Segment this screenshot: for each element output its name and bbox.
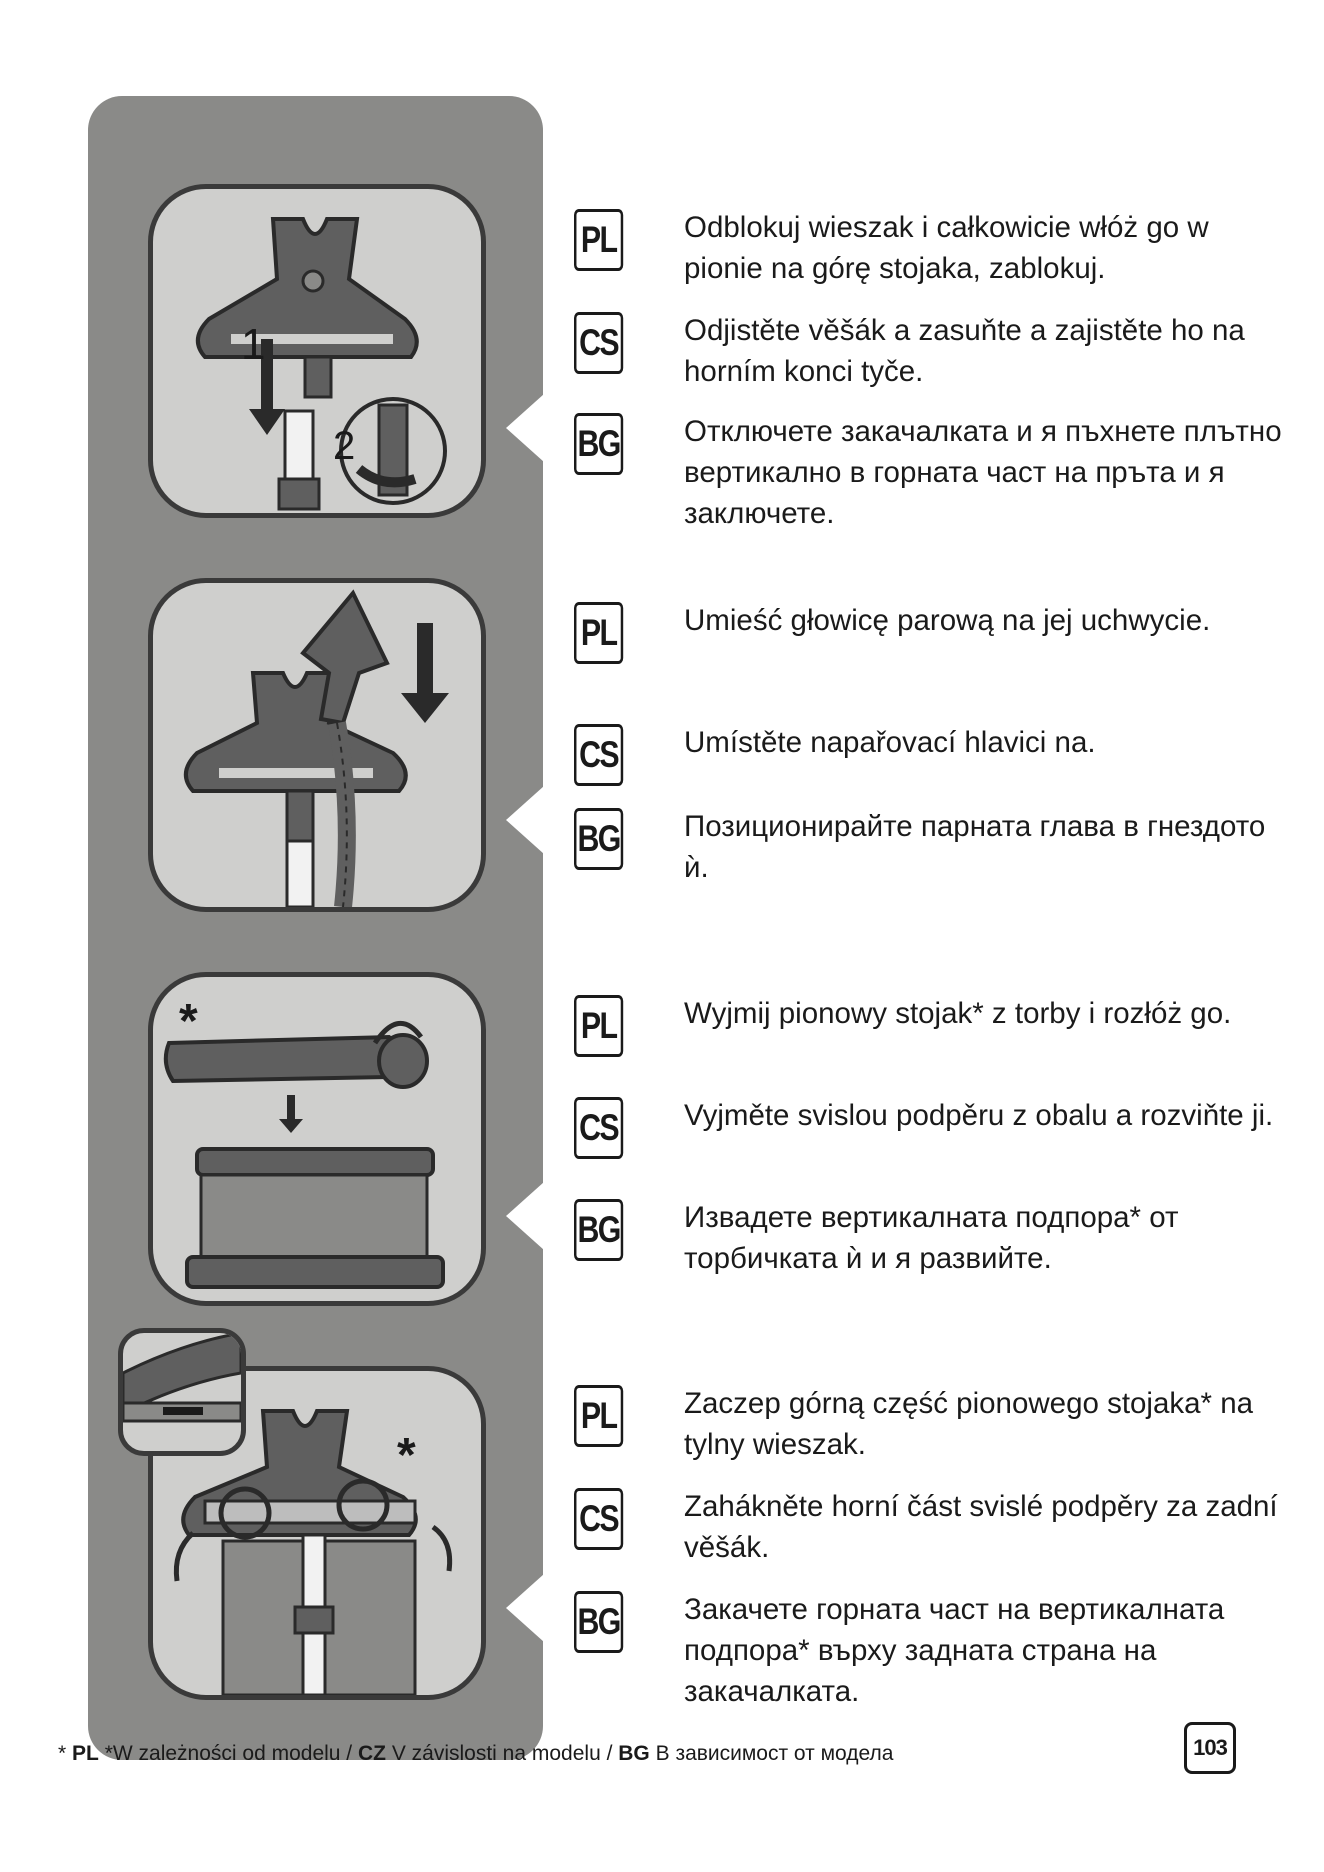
language-badge: PL bbox=[574, 602, 623, 664]
step-2-illustration bbox=[148, 578, 486, 912]
instruction-text: Odblokuj wieszak i całkowicie włóż go w pionie na górę stojaka, zablokuj. bbox=[684, 211, 1209, 285]
instruction-text: Извадете вертикалната подпора* от торбичката ѝ и я развийте. bbox=[684, 1201, 1179, 1275]
language-badge: BG bbox=[574, 413, 623, 475]
step-3-illustration bbox=[148, 972, 486, 1306]
footnote-prefix: * bbox=[58, 1742, 73, 1765]
language-badge: BG bbox=[574, 1199, 623, 1261]
instruction-text: Позиционирайте парната глава в гнездото ѝ. bbox=[684, 810, 1266, 884]
unroll-support-icon bbox=[153, 977, 481, 1301]
step-1-illustration bbox=[148, 184, 486, 518]
footnote-text-bg: В зависимост от модела bbox=[649, 1742, 894, 1765]
panel-notch bbox=[506, 1574, 544, 1642]
language-badge: PL bbox=[574, 209, 623, 271]
language-badge: CS bbox=[574, 312, 623, 374]
footnote-lang-pl: PL bbox=[72, 1742, 99, 1765]
asterisk-note: * bbox=[397, 1429, 416, 1482]
page-number: 103 bbox=[1184, 1722, 1236, 1774]
language-badge: CS bbox=[574, 1488, 623, 1550]
instruction-text: Vyjměte svislou podpěru z obalu a rozviňte ji. bbox=[684, 1099, 1274, 1132]
footnote bbox=[58, 1742, 893, 1766]
instruction-text: Закачете горната част на вертикалната подпора* върху задната страна на закачалката. bbox=[684, 1593, 1225, 1708]
hook-detail-icon bbox=[123, 1333, 241, 1451]
instruction-text: Zaczep górną część pionowego stojaka* na tylny wieszak. bbox=[684, 1387, 1254, 1461]
panel-notch bbox=[506, 1182, 544, 1250]
instruction-text: Wyjmij pionowy stojak* z torby i rozłóż go. bbox=[684, 997, 1232, 1030]
hanger-mount-icon bbox=[153, 189, 481, 513]
footnote-text-pl: *W zależności od modelu / bbox=[98, 1742, 358, 1765]
instruction-text: Zahákněte horní část svislé podpěry za zadní věšák. bbox=[684, 1490, 1278, 1564]
language-badge: CS bbox=[574, 724, 623, 786]
instruction-text: Odjistěte věšák a zasuňte a zajistěte ho na horním konci tyče. bbox=[684, 314, 1245, 388]
language-badge: PL bbox=[574, 995, 623, 1057]
language-badge: PL bbox=[574, 1385, 623, 1447]
footnote-lang-bg: BG bbox=[618, 1742, 650, 1765]
step-4-inset-illustration bbox=[118, 1328, 246, 1456]
steam-head-placement-icon bbox=[153, 583, 481, 907]
instruction-text: Umieść głowicę parową na jej uchwycie. bbox=[684, 604, 1211, 637]
asterisk-note: * bbox=[179, 995, 198, 1048]
step-number-2: 2 bbox=[333, 424, 356, 468]
instruction-text: Отключете закачалката и я пъхнете плътно вертикално в горната част на пръта и я заключете. bbox=[684, 415, 1282, 530]
language-badge: BG bbox=[574, 1591, 623, 1653]
step-number-1: 1 bbox=[241, 320, 266, 369]
instruction-text: Umístěte napařovací hlavici na. bbox=[684, 726, 1096, 759]
panel-notch bbox=[506, 786, 544, 854]
illustration-panel bbox=[88, 96, 543, 1760]
panel-notch bbox=[506, 394, 544, 462]
language-badge: CS bbox=[574, 1097, 623, 1159]
footnote-lang-cz: CZ bbox=[357, 1742, 386, 1765]
language-badge: BG bbox=[574, 808, 623, 870]
footnote-text-cz: V závislosti na modelu / bbox=[385, 1742, 619, 1765]
